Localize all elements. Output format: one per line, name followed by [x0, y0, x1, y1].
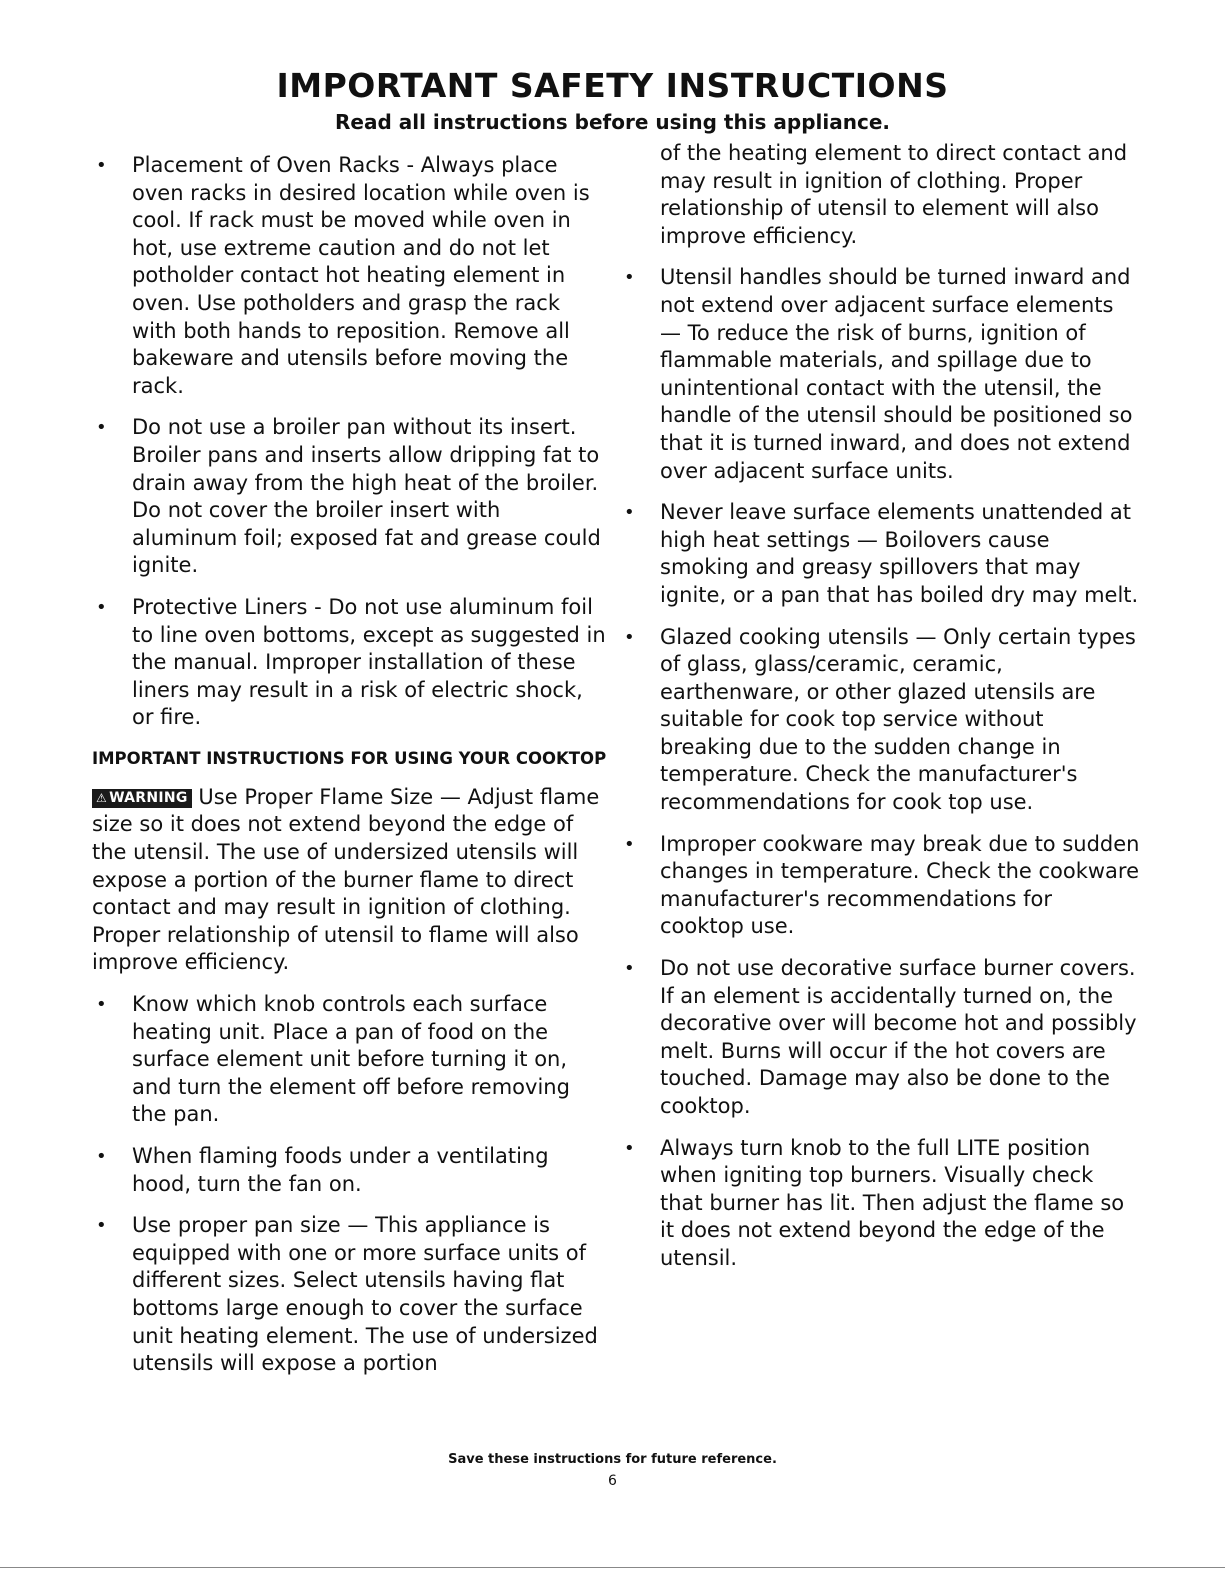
page-number: 6: [608, 1473, 617, 1489]
list-item: • Never leave surface elements unattended at high heat settings — Boilovers cause smoking and greasy spillovers that may ignite, or a pan that has boiled dry may melt.: [620, 499, 1140, 609]
list-item: • Improper cookware may break due to sudden changes in temperature. Check the cookware manufacturer's recommendations for cooktop use.: [620, 831, 1140, 941]
list-item: • Always turn knob to the full LITE position when igniting top burners. Visually check that burner has lit. Then adjust the flame so it does not extend beyond the edge of the utensil.: [620, 1135, 1140, 1273]
list-item: • Utensil handles should be turned inward and not extend over adjacent surface elements — To reduce the risk of burns, ignition of flammable materials, and spillage due to unintentional contact with the utensil, the handle of the utensil should be positioned so that it is turned inward, and does not extend over adjacent surface units.: [620, 264, 1140, 485]
page-title: IMPORTANT SAFETY INSTRUCTIONS: [276, 66, 949, 105]
list-item: • Glazed cooking utensils — Only certain types of glass, glass/ceramic, ceramic, earthenware, or other glazed utensils are suitable for cook top service without breaking due to the sudden change in temperature. Check the manufacturer's recommendations for cook top use.: [620, 624, 1140, 817]
left-column: [92, 152, 607, 1392]
list-item: • Placement of Oven Racks - Always place oven racks in desired location while oven is cool. If rack must be moved while oven in hot, use extreme caution and do not let potholder contact hot heating element in oven. Use potholders and grasp the rack with both hands to reposition. Remove all bakeware and utensils before moving the rack.: [92, 152, 607, 400]
bottom-divider: [0, 1567, 1225, 1568]
warning-text: Use Proper Flame Size — Adjust flame size so it does not extend beyond the edge of the utensil. The use of undersized utensils will expose a portion of the burner flame to direct contact and may result in ignition of clothing. Proper relationship of utensil to flame will also improve efficiency.: [92, 784, 600, 975]
warning-badge: [92, 789, 192, 808]
list-item: • Do not use a broiler pan without its insert. Broiler pans and inserts allow dripping fat to drain away from the high heat of the broiler. Do not cover the broiler insert with aluminum foil; exposed fat and grease could ignite.: [92, 414, 607, 580]
list-item: • Do not use decorative surface burner covers. If an element is accidentally turned on, the decorative over will become hot and possibly melt. Burns will occur if the hot covers are touched. Damage may also be done to the cooktop.: [620, 955, 1140, 1121]
page-subtitle: Read all instructions before using this appliance.: [334, 110, 891, 134]
footer-note: Save these instructions for future reference.: [448, 1452, 777, 1467]
list-item: • When flaming foods under a ventilating hood, turn the fan on.: [92, 1143, 607, 1198]
continued-paragraph: of the heating element to direct contact and may result in ignition of clothing. Proper relationship of utensil to element will also improve efficiency.: [660, 141, 1128, 248]
list-item: • Protective Liners - Do not use aluminum foil to line oven bottoms, except as suggested in the manual. Improper installation of these liners may result in a risk of electric shock, or fire.: [92, 594, 607, 732]
warning-label: WARNING: [109, 789, 188, 806]
list-item: • Use proper pan size — This appliance is equipped with one or more surface units of different sizes. Select utensils having flat bottoms large enough to cover the surface unit heating element. The use of undersized utensils will expose a portion: [92, 1212, 607, 1378]
list-item: • Know which knob controls each surface heating unit. Place a pan of food on the surface element unit before turning it on, and turn the element off before removing the pan.: [92, 991, 607, 1129]
warning-paragraph: [92, 784, 607, 977]
right-column: [620, 140, 1140, 1287]
warning-triangle-icon: ⚠: [96, 790, 108, 805]
section-heading: IMPORTANT INSTRUCTIONS FOR USING YOUR COOKTOP: [92, 748, 607, 768]
